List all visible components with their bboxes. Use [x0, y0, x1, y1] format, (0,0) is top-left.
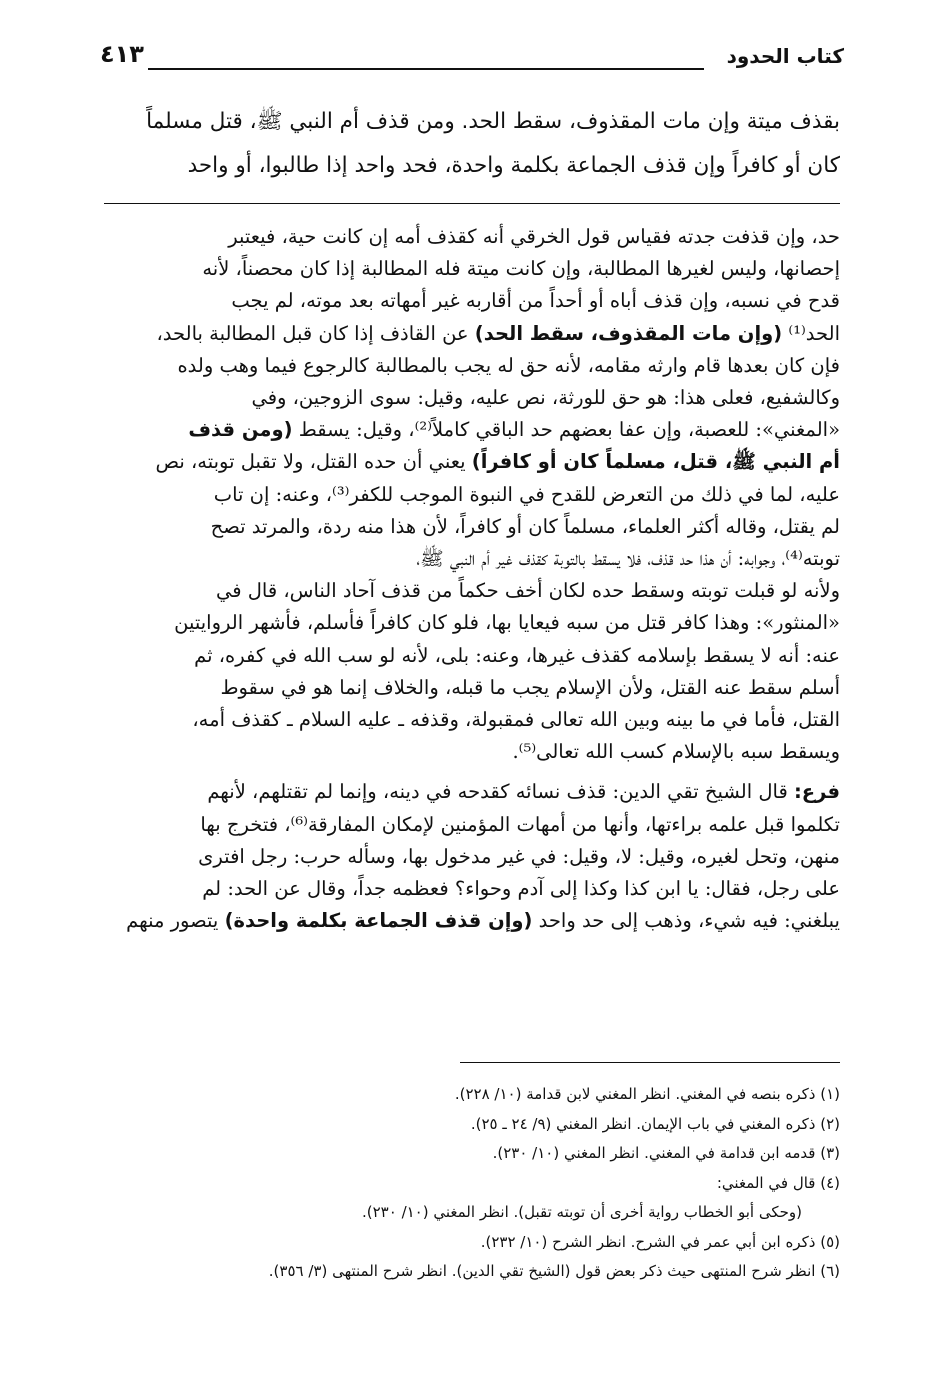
- footnote: (٥) ذكره ابن أبي عمر في الشرح. انظر الشرح (١٠/ ٢٣٢).: [480, 1232, 840, 1251]
- matn-line: بقذف ميتة وإن مات المقذوف، سقط الحد. ومن قذف أم النبي ﷺ، قتل مسلماً: [146, 109, 840, 134]
- footnote-divider: [460, 1062, 840, 1063]
- page-header: [100, 38, 844, 78]
- text-divider: [104, 203, 840, 204]
- footnote: (٢) ذكره المغني في باب الإيمان. انظر المغني (٩/ ٢٤ ـ ٢٥).: [470, 1114, 840, 1133]
- commentary: [104, 221, 840, 937]
- header-rule: [148, 68, 704, 70]
- footnote: (٣) قدمه ابن قدامة في المغني. انظر المغني (١٠/ ٢٣٠).: [492, 1144, 840, 1162]
- main-text: [104, 100, 840, 188]
- footnote: (١) ذكره بنصه في المغني. انظر المغني لابن قدامة (١٠/ ٢٢٨).: [454, 1085, 840, 1103]
- branch-label: فرع:: [793, 780, 840, 804]
- chapter-title: كتاب الحدود: [726, 44, 844, 68]
- quoted-matn: (وإن قذف الجماعة بكلمة واحدة): [224, 909, 533, 933]
- quoted-matn: (وإن مات المقذوف، سقط الحد): [474, 321, 783, 345]
- commentary-paragraph: حد، وإن قذفت جدته فقياس قول الخرقي أنه كقذف أمه إن كانت حية، فيعتبر إحصانها، وليس لغيرها المطالبة، وإن كانت ميتة فله المطالبة إذا كان محصناً، لأنه قدح في نسبه، وإن قذف أباه أو أحداً من أقاربه غير أمهاته بعد موته، لم يجب الحد⁽¹⁾ (وإن مات المقذوف، سقط الحد) عن القاذف إذا كان قبل المطالبة بالحد، فإن كان بعدها قام وارثه مقامه، لأنه حق له يجب بالمطالبة كالرجوع فيما وهب ولده وكالشفيع، فعلى هذا: هو حق للورثة، نص عليه، وقيل: سوى الزوجين، وفي «المغني»: للعصبة، وإن عفا بعضهم حد الباقي كاملاً⁽²⁾، وقيل: يسقط (ومن قذف أم النبي ﷺ، قتل، مسلماً كان أو كافراً) يعني أن حده القتل، ولا تقبل توبته، نص عليه، لما في ذلك من التعرض للقدح في النبوة الموجب للكفر⁽³⁾، وعنه: إن تاب لم يقتل، وقاله أكثر العلماء، مسلماً كان أو كافراً، لأن هذا منه ردة، والمرتد تصح توبته⁽⁴⁾، وجوابه: أن هذا حد قذف، فلا يسقط بالتوبة كقذف غير أم النبي ﷺ، ولأنه لو قبلت توبته وسقط حده لكان أخف حكماً من قذف آحاد الناس، قال في «المنثور»: وهذا كافر قتل من سبه فيعايا بها، فلو كان كافراً فأسلم، فأشهر الروايتين عنه: أنه لا يسقط بإسلامه كقذف غيرها، وعنه: بلى، لأنه لو سب الله في كفره، ثم أسلم سقط عنه القتل، ولأن الإسلام يجب ما قبله، والخلاف إنما هو في سقوط القتل، فأما في ما بينه وبين الله تعالى فمقبولة، وقذفه ـ عليه السلام ـ كقذف أمه، ويسقط سبه بالإسلام كسب الله تعالى⁽⁵⁾.: [155, 225, 840, 764]
- footnotes: [104, 1080, 840, 1287]
- commentary-paragraph: فرع: قال الشيخ تقي الدين: قذف نسائه كقدحه في دينه، وإنما لم تقتلهم، لأنهم تكلموا قبل علمه براءتها، وأنها من أمهات المؤمنين لإمكان المفارقة⁽⁶⁾، فتخرج بها منهن، وتحل لغيره، وقيل: لا، وقيل: في غير مدخول بها، وسأله حرب: رجل افترى على رجل، فقال: يا ابن كذا وكذا إلى آدم وحواء؟ فعظمه جداً، وقال عن الحد: لم يبلغني: فيه شيء، وذهب إلى حد واحد (وإن قذف الجماعة بكلمة واحدة) يتصور منهم: [126, 780, 840, 933]
- page-number: ٤١٣: [100, 40, 144, 68]
- quoted-matn: أم النبي ﷺ، قتل، مسلماً كان أو كافراً): [471, 450, 840, 474]
- quoted-matn: (ومن قذف: [188, 418, 293, 442]
- matn-line: كان أو كافراً وإن قذف الجماعة بكلمة واحدة، فحد واحد إذا طالبوا، أو واحد: [187, 153, 840, 178]
- footnote: (٦) انظر شرح المنتهى حيث ذكر بعض قول (الشيخ تقي الدين). انظر شرح المنتهى (٣/ ٣٥٦).: [268, 1262, 840, 1280]
- footnote-continuation: (وحكى أبو الخطاب رواية أخرى أن توبته تقبل). انظر المغني (١٠/ ٢٣٠).: [362, 1203, 802, 1221]
- footnote: (٤) قال في المغني:: [716, 1173, 840, 1192]
